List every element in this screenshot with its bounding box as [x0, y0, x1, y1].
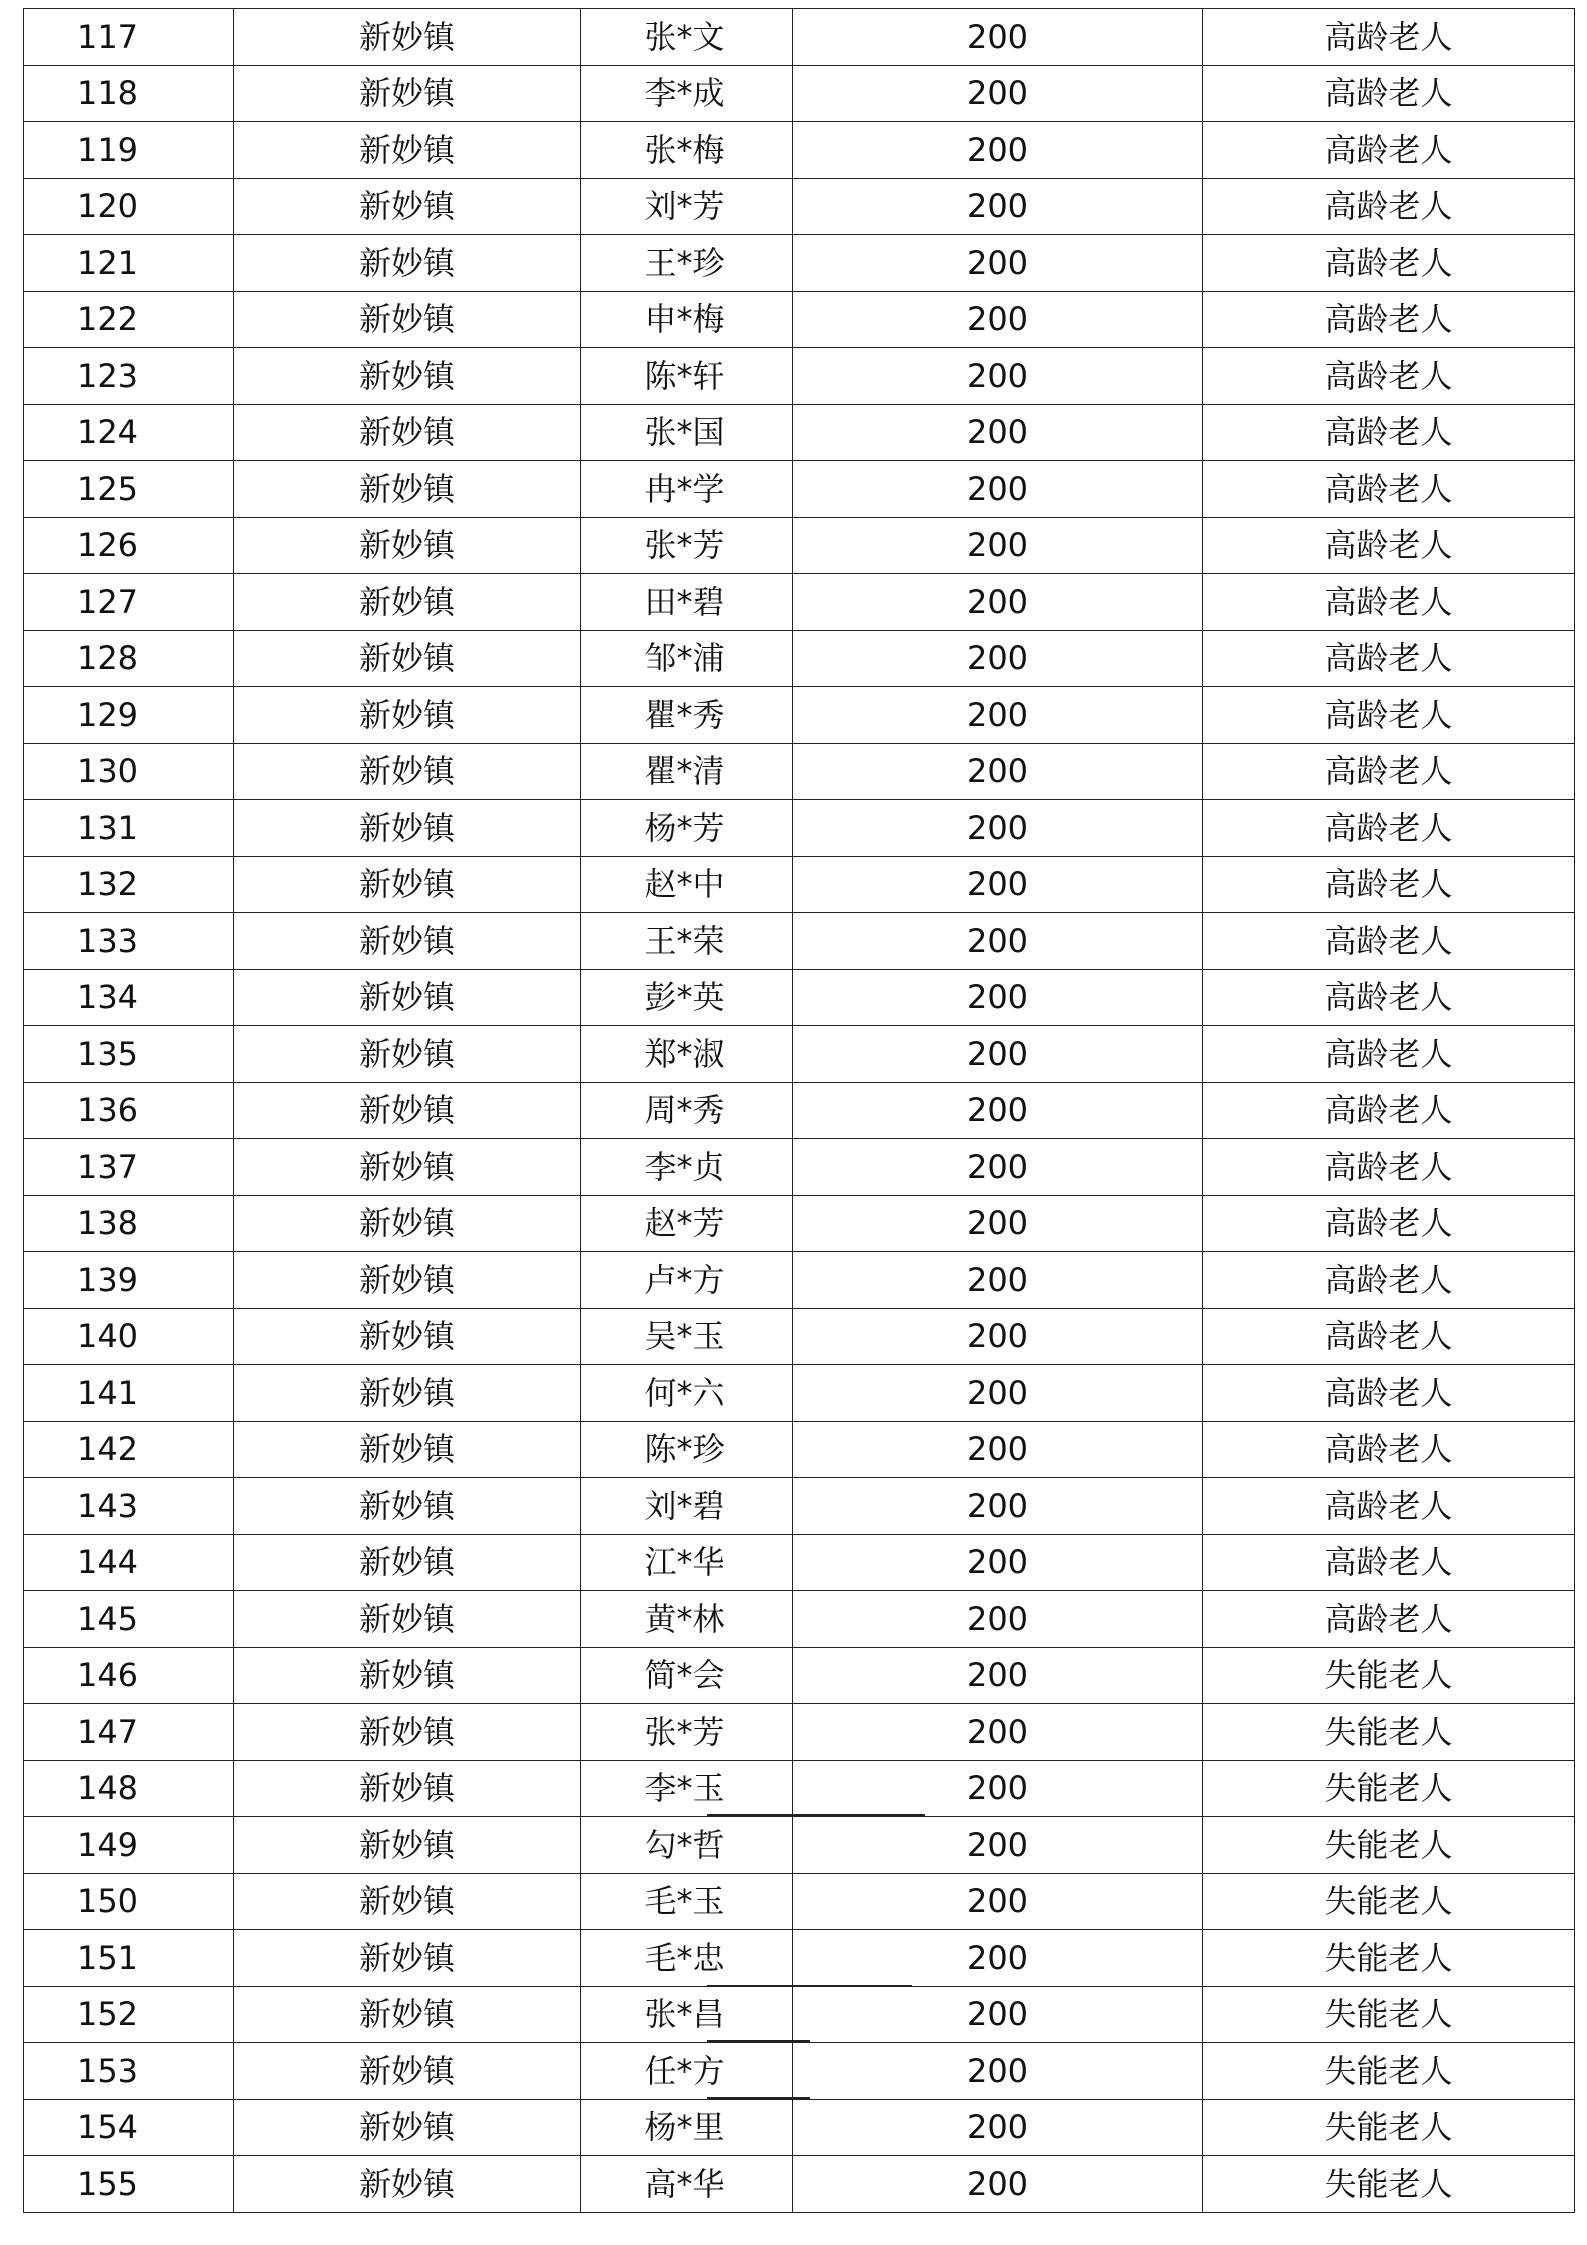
name-cell: 张*梅 [581, 122, 793, 179]
row-number: 142 [24, 1421, 234, 1478]
town-cell: 新妙镇 [234, 178, 581, 235]
category-cell: 高龄老人 [1203, 1308, 1575, 1365]
table-row [24, 178, 1575, 235]
amount-cell: 200 [793, 2043, 1203, 2100]
category-cell: 失能老人 [1203, 1760, 1575, 1817]
name-cell: 彭*英 [581, 969, 793, 1026]
name-cell: 赵*中 [581, 856, 793, 913]
category-cell: 失能老人 [1203, 2099, 1575, 2156]
name-cell: 张*昌 [581, 1986, 793, 2043]
table-row [24, 461, 1575, 518]
row-number: 121 [24, 235, 234, 292]
table-row [24, 687, 1575, 744]
name-cell: 黄*林 [581, 1591, 793, 1648]
town-cell: 新妙镇 [234, 1817, 581, 1874]
row-number: 123 [24, 348, 234, 405]
name-cell: 张*国 [581, 404, 793, 461]
table-row [24, 1365, 1575, 1422]
table-body [24, 9, 1575, 2213]
category-cell: 高龄老人 [1203, 574, 1575, 631]
amount-cell: 200 [793, 1365, 1203, 1422]
table-row [24, 1760, 1575, 1817]
town-cell: 新妙镇 [234, 235, 581, 292]
amount-cell: 200 [793, 856, 1203, 913]
row-number: 151 [24, 1930, 234, 1987]
amount-cell: 200 [793, 1930, 1203, 1987]
name-cell: 陈*轩 [581, 348, 793, 405]
town-cell: 新妙镇 [234, 291, 581, 348]
town-cell: 新妙镇 [234, 1647, 581, 1704]
town-cell: 新妙镇 [234, 1478, 581, 1535]
row-number: 131 [24, 800, 234, 857]
row-number: 124 [24, 404, 234, 461]
category-cell: 高龄老人 [1203, 9, 1575, 66]
amount-cell: 200 [793, 517, 1203, 574]
name-cell: 田*碧 [581, 574, 793, 631]
table-row [24, 9, 1575, 66]
amount-cell: 200 [793, 800, 1203, 857]
town-cell: 新妙镇 [234, 1082, 581, 1139]
amount-cell: 200 [793, 1139, 1203, 1196]
table-row [24, 2156, 1575, 2213]
name-cell: 吴*玉 [581, 1308, 793, 1365]
table-row [24, 1930, 1575, 1987]
town-cell: 新妙镇 [234, 1930, 581, 1987]
category-cell: 高龄老人 [1203, 1139, 1575, 1196]
row-number: 134 [24, 969, 234, 1026]
amount-cell: 200 [793, 1082, 1203, 1139]
amount-cell: 200 [793, 2099, 1203, 2156]
category-cell: 高龄老人 [1203, 404, 1575, 461]
name-cell: 高*华 [581, 2156, 793, 2213]
category-cell: 高龄老人 [1203, 348, 1575, 405]
town-cell: 新妙镇 [234, 1591, 581, 1648]
category-cell: 高龄老人 [1203, 1026, 1575, 1083]
table-row [24, 65, 1575, 122]
amount-cell: 200 [793, 1704, 1203, 1761]
town-cell: 新妙镇 [234, 2043, 581, 2100]
name-cell: 任*方 [581, 2043, 793, 2100]
category-cell: 高龄老人 [1203, 913, 1575, 970]
table-row [24, 800, 1575, 857]
name-cell: 李*贞 [581, 1139, 793, 1196]
category-cell: 高龄老人 [1203, 1421, 1575, 1478]
row-number: 152 [24, 1986, 234, 2043]
amount-cell: 200 [793, 913, 1203, 970]
row-number: 155 [24, 2156, 234, 2213]
name-cell: 刘*碧 [581, 1478, 793, 1535]
table-row [24, 743, 1575, 800]
category-cell: 高龄老人 [1203, 1534, 1575, 1591]
town-cell: 新妙镇 [234, 913, 581, 970]
amount-cell: 200 [793, 743, 1203, 800]
table-row [24, 1195, 1575, 1252]
amount-cell: 200 [793, 1534, 1203, 1591]
category-cell: 高龄老人 [1203, 122, 1575, 179]
row-number: 122 [24, 291, 234, 348]
name-cell: 卢*方 [581, 1252, 793, 1309]
town-cell: 新妙镇 [234, 1986, 581, 2043]
row-number: 139 [24, 1252, 234, 1309]
town-cell: 新妙镇 [234, 65, 581, 122]
table-row [24, 574, 1575, 631]
underline-stroke [707, 2097, 810, 2099]
town-cell: 新妙镇 [234, 1139, 581, 1196]
table-row [24, 1478, 1575, 1535]
category-cell: 高龄老人 [1203, 1252, 1575, 1309]
town-cell: 新妙镇 [234, 122, 581, 179]
amount-cell: 200 [793, 404, 1203, 461]
row-number: 137 [24, 1139, 234, 1196]
town-cell: 新妙镇 [234, 1308, 581, 1365]
name-cell: 李*玉 [581, 1760, 793, 1817]
category-cell: 失能老人 [1203, 1704, 1575, 1761]
amount-cell: 200 [793, 1591, 1203, 1648]
name-cell: 何*六 [581, 1365, 793, 1422]
town-cell: 新妙镇 [234, 1421, 581, 1478]
category-cell: 高龄老人 [1203, 687, 1575, 744]
amount-cell: 200 [793, 178, 1203, 235]
name-cell: 陈*珍 [581, 1421, 793, 1478]
table-row [24, 856, 1575, 913]
row-number: 119 [24, 122, 234, 179]
row-number: 129 [24, 687, 234, 744]
row-number: 136 [24, 1082, 234, 1139]
category-cell: 失能老人 [1203, 1873, 1575, 1930]
row-number: 117 [24, 9, 234, 66]
row-number: 144 [24, 1534, 234, 1591]
category-cell: 失能老人 [1203, 1930, 1575, 1987]
table-row [24, 2099, 1575, 2156]
amount-cell: 200 [793, 969, 1203, 1026]
category-cell: 高龄老人 [1203, 235, 1575, 292]
town-cell: 新妙镇 [234, 1195, 581, 1252]
amount-cell: 200 [793, 122, 1203, 179]
row-number: 135 [24, 1026, 234, 1083]
row-number: 153 [24, 2043, 234, 2100]
category-cell: 失能老人 [1203, 1986, 1575, 2043]
name-cell: 江*华 [581, 1534, 793, 1591]
table-row [24, 1591, 1575, 1648]
row-number: 126 [24, 517, 234, 574]
name-cell: 瞿*清 [581, 743, 793, 800]
table-row [24, 1873, 1575, 1930]
amount-cell: 200 [793, 348, 1203, 405]
category-cell: 高龄老人 [1203, 65, 1575, 122]
category-cell: 失能老人 [1203, 2156, 1575, 2213]
amount-cell: 200 [793, 1760, 1203, 1817]
category-cell: 失能老人 [1203, 2043, 1575, 2100]
row-number: 118 [24, 65, 234, 122]
amount-cell: 200 [793, 9, 1203, 66]
table-row [24, 1986, 1575, 2043]
table-row [24, 1252, 1575, 1309]
row-number: 133 [24, 913, 234, 970]
category-cell: 高龄老人 [1203, 291, 1575, 348]
name-cell: 张*文 [581, 9, 793, 66]
category-cell: 高龄老人 [1203, 1478, 1575, 1535]
name-cell: 杨*里 [581, 2099, 793, 2156]
category-cell: 高龄老人 [1203, 743, 1575, 800]
row-number: 127 [24, 574, 234, 631]
category-cell: 高龄老人 [1203, 630, 1575, 687]
table-row [24, 1534, 1575, 1591]
name-cell: 邹*浦 [581, 630, 793, 687]
name-cell: 张*芳 [581, 1704, 793, 1761]
table-row [24, 348, 1575, 405]
category-cell: 高龄老人 [1203, 1082, 1575, 1139]
table-row [24, 2043, 1575, 2100]
row-number: 146 [24, 1647, 234, 1704]
town-cell: 新妙镇 [234, 687, 581, 744]
row-number: 148 [24, 1760, 234, 1817]
town-cell: 新妙镇 [234, 348, 581, 405]
town-cell: 新妙镇 [234, 517, 581, 574]
town-cell: 新妙镇 [234, 574, 581, 631]
town-cell: 新妙镇 [234, 1026, 581, 1083]
name-cell: 毛*忠 [581, 1930, 793, 1987]
amount-cell: 200 [793, 461, 1203, 518]
amount-cell: 200 [793, 1195, 1203, 1252]
amount-cell: 200 [793, 574, 1203, 631]
name-cell: 瞿*秀 [581, 687, 793, 744]
row-number: 150 [24, 1873, 234, 1930]
amount-cell: 200 [793, 1026, 1203, 1083]
town-cell: 新妙镇 [234, 2156, 581, 2213]
amount-cell: 200 [793, 1986, 1203, 2043]
amount-cell: 200 [793, 1478, 1203, 1535]
town-cell: 新妙镇 [234, 2099, 581, 2156]
town-cell: 新妙镇 [234, 856, 581, 913]
table-row [24, 1308, 1575, 1365]
name-cell: 王*珍 [581, 235, 793, 292]
row-number: 138 [24, 1195, 234, 1252]
row-number: 130 [24, 743, 234, 800]
amount-cell: 200 [793, 1421, 1203, 1478]
table-row [24, 969, 1575, 1026]
town-cell: 新妙镇 [234, 9, 581, 66]
table-row [24, 517, 1575, 574]
name-cell: 勾*哲 [581, 1817, 793, 1874]
row-number: 154 [24, 2099, 234, 2156]
category-cell: 高龄老人 [1203, 856, 1575, 913]
row-number: 140 [24, 1308, 234, 1365]
table-row [24, 1817, 1575, 1874]
town-cell: 新妙镇 [234, 1534, 581, 1591]
amount-cell: 200 [793, 291, 1203, 348]
row-number: 147 [24, 1704, 234, 1761]
table-row [24, 404, 1575, 461]
table-row [24, 1421, 1575, 1478]
town-cell: 新妙镇 [234, 1760, 581, 1817]
table-row [24, 1704, 1575, 1761]
town-cell: 新妙镇 [234, 1873, 581, 1930]
category-cell: 高龄老人 [1203, 1591, 1575, 1648]
amount-cell: 200 [793, 1252, 1203, 1309]
table-row [24, 1082, 1575, 1139]
table-row [24, 235, 1575, 292]
name-cell: 周*秀 [581, 1082, 793, 1139]
row-number: 125 [24, 461, 234, 518]
town-cell: 新妙镇 [234, 461, 581, 518]
amount-cell: 200 [793, 1647, 1203, 1704]
category-cell: 高龄老人 [1203, 1195, 1575, 1252]
category-cell: 高龄老人 [1203, 517, 1575, 574]
name-cell: 王*荣 [581, 913, 793, 970]
name-cell: 申*梅 [581, 291, 793, 348]
name-cell: 郑*淑 [581, 1026, 793, 1083]
row-number: 128 [24, 630, 234, 687]
row-number: 132 [24, 856, 234, 913]
table-row [24, 913, 1575, 970]
category-cell: 高龄老人 [1203, 1365, 1575, 1422]
amount-cell: 200 [793, 235, 1203, 292]
name-cell: 杨*芳 [581, 800, 793, 857]
underline-stroke [707, 1814, 925, 1816]
recipient-table [23, 8, 1575, 2213]
name-cell: 赵*芳 [581, 1195, 793, 1252]
town-cell: 新妙镇 [234, 969, 581, 1026]
category-cell: 高龄老人 [1203, 969, 1575, 1026]
name-cell: 李*成 [581, 65, 793, 122]
town-cell: 新妙镇 [234, 800, 581, 857]
table-row [24, 630, 1575, 687]
category-cell: 高龄老人 [1203, 461, 1575, 518]
category-cell: 高龄老人 [1203, 178, 1575, 235]
amount-cell: 200 [793, 1873, 1203, 1930]
town-cell: 新妙镇 [234, 1704, 581, 1761]
row-number: 145 [24, 1591, 234, 1648]
row-number: 120 [24, 178, 234, 235]
table-row [24, 1139, 1575, 1196]
name-cell: 毛*玉 [581, 1873, 793, 1930]
amount-cell: 200 [793, 1817, 1203, 1874]
category-cell: 失能老人 [1203, 1647, 1575, 1704]
town-cell: 新妙镇 [234, 1365, 581, 1422]
table-row [24, 291, 1575, 348]
amount-cell: 200 [793, 2156, 1203, 2213]
table-row [24, 1647, 1575, 1704]
amount-cell: 200 [793, 1308, 1203, 1365]
name-cell: 张*芳 [581, 517, 793, 574]
name-cell: 简*会 [581, 1647, 793, 1704]
amount-cell: 200 [793, 687, 1203, 744]
name-cell: 冉*学 [581, 461, 793, 518]
category-cell: 失能老人 [1203, 1817, 1575, 1874]
name-cell: 刘*芳 [581, 178, 793, 235]
row-number: 149 [24, 1817, 234, 1874]
amount-cell: 200 [793, 630, 1203, 687]
underline-stroke [707, 2040, 810, 2042]
town-cell: 新妙镇 [234, 1252, 581, 1309]
amount-cell: 200 [793, 65, 1203, 122]
table-row [24, 122, 1575, 179]
underline-stroke [707, 1985, 912, 1987]
category-cell: 高龄老人 [1203, 800, 1575, 857]
town-cell: 新妙镇 [234, 743, 581, 800]
town-cell: 新妙镇 [234, 630, 581, 687]
row-number: 143 [24, 1478, 234, 1535]
row-number: 141 [24, 1365, 234, 1422]
table-row [24, 1026, 1575, 1083]
town-cell: 新妙镇 [234, 404, 581, 461]
